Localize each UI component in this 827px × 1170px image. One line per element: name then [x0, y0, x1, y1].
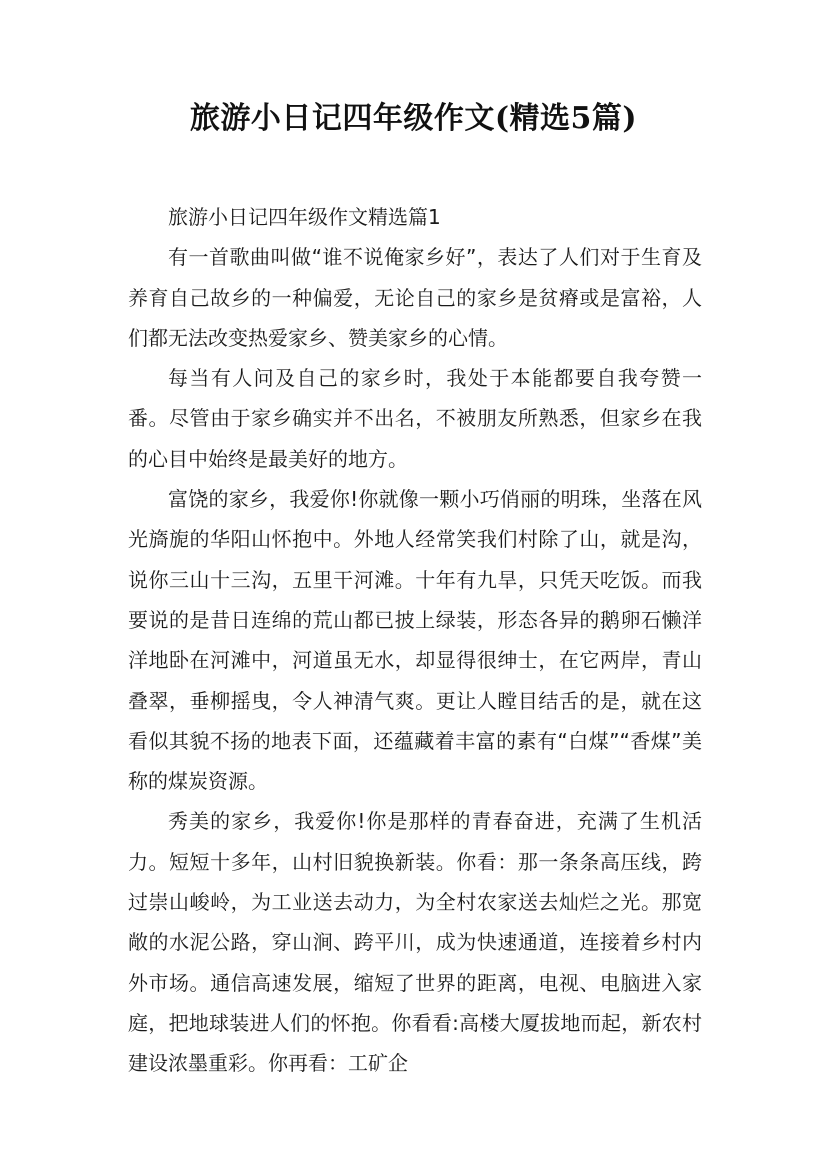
document-title: 旅游小日记四年级作文(精选5篇) [189, 101, 638, 136]
paragraph: 富饶的家乡，我爱你!你就像一颗小巧俏丽的明珠，坐落在风光旖旎的华阳山怀抱中。外地人经常笑我们村除了山，就是沟，说你三山十三沟，五里干河滩。十年有九旱，只凭天吃饭。而我要说的是昔日连绵的荒山都已披上绿装，形态各异的鹅卵石懒洋洋地卧在河滩中，河道虽无水，却显得很绅士，在它两岸，青山叠翠，垂柳摇曳，令人神清气爽。更让人瞠目结舌的是，就在这看似其貌不扬的地表下面，还蕴藏着丰富的素有“白煤”“香煤”美称的煤炭资源。 [128, 487, 702, 794]
paragraph: 每当有人问及自己的家乡时，我处于本能都要自我夸赞一番。尽管由于家乡确实并不出名，不被朋友所熟悉，但家乡在我的心目中始终是最美好的地方。 [128, 366, 702, 471]
section-subheading: 旅游小日记四年级作文精选篇1 [168, 205, 441, 229]
document-body [128, 197, 702, 1084]
paragraph: 有一首歌曲叫做“谁不说俺家乡好”，表达了人们对于生育及养育自己故乡的一种偏爱，无论自己的家乡是贫瘠或是富裕，人们都无法改变热爱家乡、赞美家乡的心情。 [128, 245, 702, 350]
paragraph: 秀美的家乡，我爱你!你是那样的青春奋进，充满了生机活力。短短十多年，山村旧貌换新装。你看：那一条条高压线，跨过崇山峻岭，为工业送去动力，为全村农家送去灿烂之光。那宽敞的水泥公路，穿山涧、跨平川，成为快速通道，连接着乡村内外市场。通信高速发展，缩短了世界的距离，电视、电脑进入家庭，把地球装进人们的怀抱。你看看:高楼大厦拔地而起，新农村建设浓墨重彩。你再看：工矿企 [128, 809, 702, 1076]
